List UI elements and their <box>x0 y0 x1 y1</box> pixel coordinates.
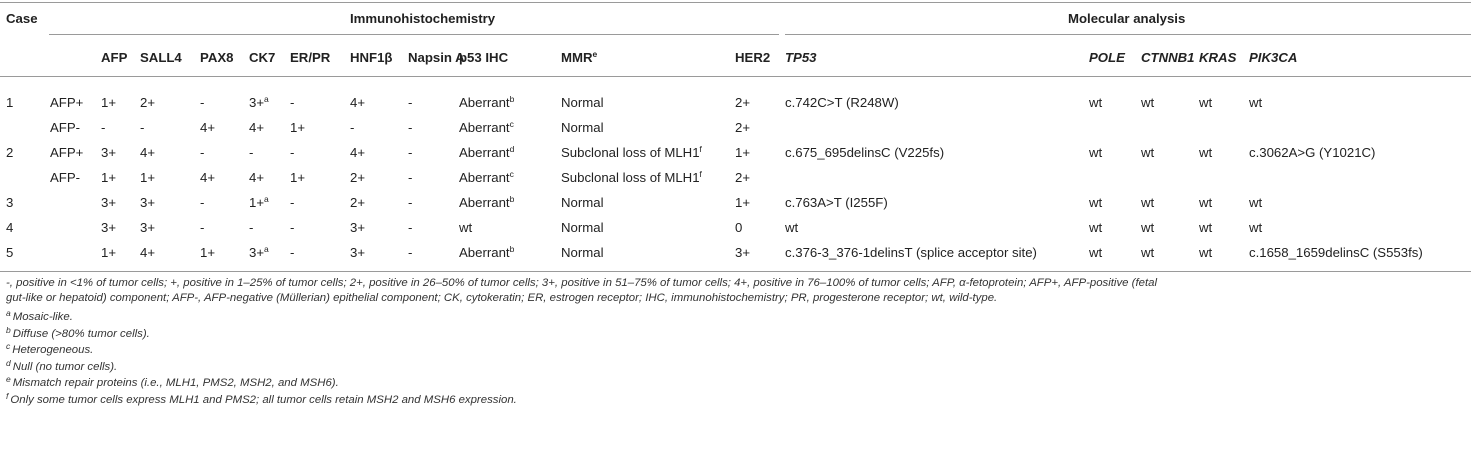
cell-component: AFP+ <box>50 145 84 160</box>
cell-case: 4 <box>6 220 14 235</box>
cell-pole: wt <box>1089 145 1103 160</box>
cell-component: AFP- <box>50 170 81 185</box>
cell-p53-footnote-mark: b <box>509 94 515 104</box>
cell-kras: wt <box>1199 145 1213 160</box>
cell-afp: - <box>101 120 106 135</box>
cell-napsin: - <box>408 170 413 185</box>
cell-pik3ca: wt <box>1249 95 1263 110</box>
cell-case: 1 <box>6 95 14 110</box>
cell-ck7: - <box>249 145 254 160</box>
cell-pole: wt <box>1089 195 1103 210</box>
cell-her2: 2+ <box>735 120 751 135</box>
cell-afp: 1+ <box>101 245 117 260</box>
cell-p53: Aberrant$^b$ <box>459 244 515 260</box>
cell-afp: 3+ <box>101 145 117 160</box>
ihc-group-rule <box>49 34 779 35</box>
cell-sall4: 1+ <box>140 170 156 185</box>
cell-tp53: c.742C>T (R248W) <box>785 95 899 110</box>
cell-pole: wt <box>1089 245 1103 260</box>
cell-mmr: Normal <box>561 195 604 210</box>
cell-sall4: - <box>140 120 145 135</box>
cell-erpr: - <box>290 220 295 235</box>
cell-p53-footnote-mark: b <box>509 194 515 204</box>
cell-mmr: Subclonal loss of MLH1$^f$ <box>561 144 702 160</box>
column-header-ctnnb1: CTNNB1 <box>1141 50 1195 65</box>
cell-p53: Aberrant$^c$ <box>459 169 514 185</box>
cell-pax8: 1+ <box>200 245 216 260</box>
cell-kras: wt <box>1199 195 1213 210</box>
cell-pax8: - <box>200 195 205 210</box>
column-header-pax8: PAX8 <box>200 50 234 65</box>
cell-tp53: c.675_695delinsC (V225fs) <box>785 145 945 160</box>
header-bottom-rule <box>0 76 1471 77</box>
cell-mmr: Subclonal loss of MLH1$^f$ <box>561 169 702 185</box>
cell-component: AFP+ <box>50 95 84 110</box>
column-header-hnf1b: HNF1β <box>350 50 393 65</box>
cell-kras: wt <box>1199 220 1213 235</box>
cell-erpr: - <box>290 195 295 210</box>
cell-sall4: 4+ <box>140 145 156 160</box>
cell-p53-footnote-mark: c <box>509 169 514 179</box>
cell-afp: 3+ <box>101 195 117 210</box>
cell-mmr: Normal <box>561 120 604 135</box>
footnote-c: $^c$ Heterogeneous. <box>6 341 94 356</box>
cell-her2: 1+ <box>735 195 751 210</box>
cell-ctnnb1: wt <box>1141 145 1155 160</box>
header-molecular-analysis: Molecular analysis <box>1068 11 1186 26</box>
cell-pik3ca: wt <box>1249 220 1263 235</box>
cell-case: 5 <box>6 245 14 260</box>
cell-ck7: 1+$^a$ <box>249 194 269 210</box>
cell-her2: 1+ <box>735 145 751 160</box>
cell-mmr-footnote-mark: f <box>699 169 702 179</box>
cell-ck7-footnote-mark: a <box>264 94 269 104</box>
column-header-tp53: TP53 <box>785 50 817 65</box>
cell-pax8: - <box>200 220 205 235</box>
footnote-f: $^f$ Only some tumor cells express MLH1 and PMS2; all tumor cells retain MSH2 and MSH6 expression. <box>6 390 517 406</box>
cell-napsin: - <box>408 220 413 235</box>
column-header-mmr-footnote-mark: e <box>592 49 598 59</box>
column-header-afp: AFP <box>101 50 128 65</box>
cell-pax8: - <box>200 95 205 110</box>
footnote-legend-line-2: gut-like or hepatoid) component; AFP-, AFP-negative (Müllerian) epithelial component; CK, cytokeratin; ER, estrogen receptor; IHC, immunohistochemistry; PR, progesterone receptor; wt, wild-type. <box>6 292 998 304</box>
cell-pik3ca: wt <box>1249 195 1263 210</box>
footnote-b: $^b$ Diffuse (>80% tumor cells). <box>6 324 150 340</box>
footnote-a: $^a$ Mosaic-like. <box>6 308 73 323</box>
cell-hnf1b: 3+ <box>350 245 366 260</box>
cell-hnf1b: 4+ <box>350 145 366 160</box>
cell-ck7: 3+$^a$ <box>249 244 269 260</box>
molecular-group-rule <box>785 34 1471 35</box>
cell-sall4: 3+ <box>140 220 156 235</box>
column-header-kras: KRAS <box>1199 50 1237 65</box>
cell-afp: 1+ <box>101 170 117 185</box>
cell-ck7: - <box>249 220 254 235</box>
cell-mmr: Normal <box>561 245 604 260</box>
cell-tp53: c.376-3_376-1delinsT (splice acceptor site) <box>785 245 1037 260</box>
column-header-sall4: SALL4 <box>140 50 182 65</box>
cell-her2: 2+ <box>735 170 751 185</box>
cell-napsin: - <box>408 95 413 110</box>
cell-hnf1b: 2+ <box>350 195 366 210</box>
header-case: Case <box>6 11 38 26</box>
cell-p53-footnote-mark: c <box>509 119 514 129</box>
cell-erpr: 1+ <box>290 120 306 135</box>
cell-sall4: 4+ <box>140 245 156 260</box>
cell-pax8: - <box>200 145 205 160</box>
cell-p53-footnote-mark: d <box>509 144 515 154</box>
cell-pik3ca: c.1658_1659delinsC (S553fs) <box>1249 245 1423 260</box>
column-header-pik3ca: PIK3CA <box>1249 50 1298 65</box>
cell-p53: wt <box>459 220 473 235</box>
table-bottom-rule <box>0 271 1471 272</box>
cell-mmr: Normal <box>561 220 604 235</box>
cell-tp53: c.763A>T (I255F) <box>785 195 888 210</box>
cell-pax8: 4+ <box>200 120 216 135</box>
cell-ctnnb1: wt <box>1141 95 1155 110</box>
cell-hnf1b: 4+ <box>350 95 366 110</box>
cell-case: 3 <box>6 195 14 210</box>
cell-hnf1b: 2+ <box>350 170 366 185</box>
column-header-mmr: MMR$^e$ <box>561 49 598 65</box>
cell-ck7: 4+ <box>249 170 265 185</box>
column-header-pole: POLE <box>1089 50 1125 65</box>
cell-napsin: - <box>408 245 413 260</box>
cell-sall4: 3+ <box>140 195 156 210</box>
cell-pole: wt <box>1089 220 1103 235</box>
cell-napsin: - <box>408 195 413 210</box>
cell-p53: Aberrant$^d$ <box>459 144 515 160</box>
footnote-d: $^d$ Null (no tumor cells). <box>6 357 118 373</box>
cell-her2: 0 <box>735 220 743 235</box>
footnote-legend-line-1: -, positive in <1% of tumor cells; +, positive in 1–25% of tumor cells; 2+, positive in 26–50% of tumor cells; 3+, positive in 51–75% of tumor cells; 4+, positive in 76–100% of tumor cells; AFP, α-fetoprotein; AFP+, AFP-positive (fetal <box>6 277 1157 289</box>
column-header-ck7: CK7 <box>249 50 276 65</box>
cell-kras: wt <box>1199 245 1213 260</box>
cell-case: 2 <box>6 145 14 160</box>
cell-pax8: 4+ <box>200 170 216 185</box>
cell-pik3ca: c.3062A>G (Y1021C) <box>1249 145 1376 160</box>
cell-component: AFP- <box>50 120 81 135</box>
cell-ck7: 3+$^a$ <box>249 94 269 110</box>
cell-ck7: 4+ <box>249 120 265 135</box>
column-header-her2: HER2 <box>735 50 771 65</box>
cell-erpr: 1+ <box>290 170 306 185</box>
cell-afp: 3+ <box>101 220 117 235</box>
cell-napsin: - <box>408 120 413 135</box>
cell-erpr: - <box>290 95 295 110</box>
cell-erpr: - <box>290 145 295 160</box>
cell-ctnnb1: wt <box>1141 195 1155 210</box>
cell-ck7-footnote-mark: a <box>264 244 269 254</box>
cell-kras: wt <box>1199 95 1213 110</box>
cell-erpr: - <box>290 245 295 260</box>
cell-hnf1b: - <box>350 120 355 135</box>
cell-mmr: Normal <box>561 95 604 110</box>
cell-afp: 1+ <box>101 95 117 110</box>
cell-ctnnb1: wt <box>1141 220 1155 235</box>
column-header-erpr: ER/PR <box>290 50 331 65</box>
cell-p53: Aberrant$^c$ <box>459 119 514 135</box>
column-header-napsin: Napsin A <box>408 50 465 65</box>
cell-mmr-footnote-mark: f <box>699 144 702 154</box>
cell-tp53: wt <box>785 220 799 235</box>
cell-ck7-footnote-mark: a <box>264 194 269 204</box>
cell-p53: Aberrant$^b$ <box>459 94 515 110</box>
cell-napsin: - <box>408 145 413 160</box>
header-immunohistochemistry: Immunohistochemistry <box>350 11 496 26</box>
cell-p53: Aberrant$^b$ <box>459 194 515 210</box>
column-header-p53: p53 IHC <box>459 50 509 65</box>
cell-sall4: 2+ <box>140 95 156 110</box>
cell-her2: 2+ <box>735 95 751 110</box>
cell-ctnnb1: wt <box>1141 245 1155 260</box>
cell-pole: wt <box>1089 95 1103 110</box>
cell-hnf1b: 3+ <box>350 220 366 235</box>
cell-her2: 3+ <box>735 245 751 260</box>
top-rule <box>0 2 1471 3</box>
cell-p53-footnote-mark: b <box>509 244 515 254</box>
footnote-e: $^e$ Mismatch repair proteins (i.e., MLH1, PMS2, MSH2, and MSH6). <box>6 374 339 389</box>
